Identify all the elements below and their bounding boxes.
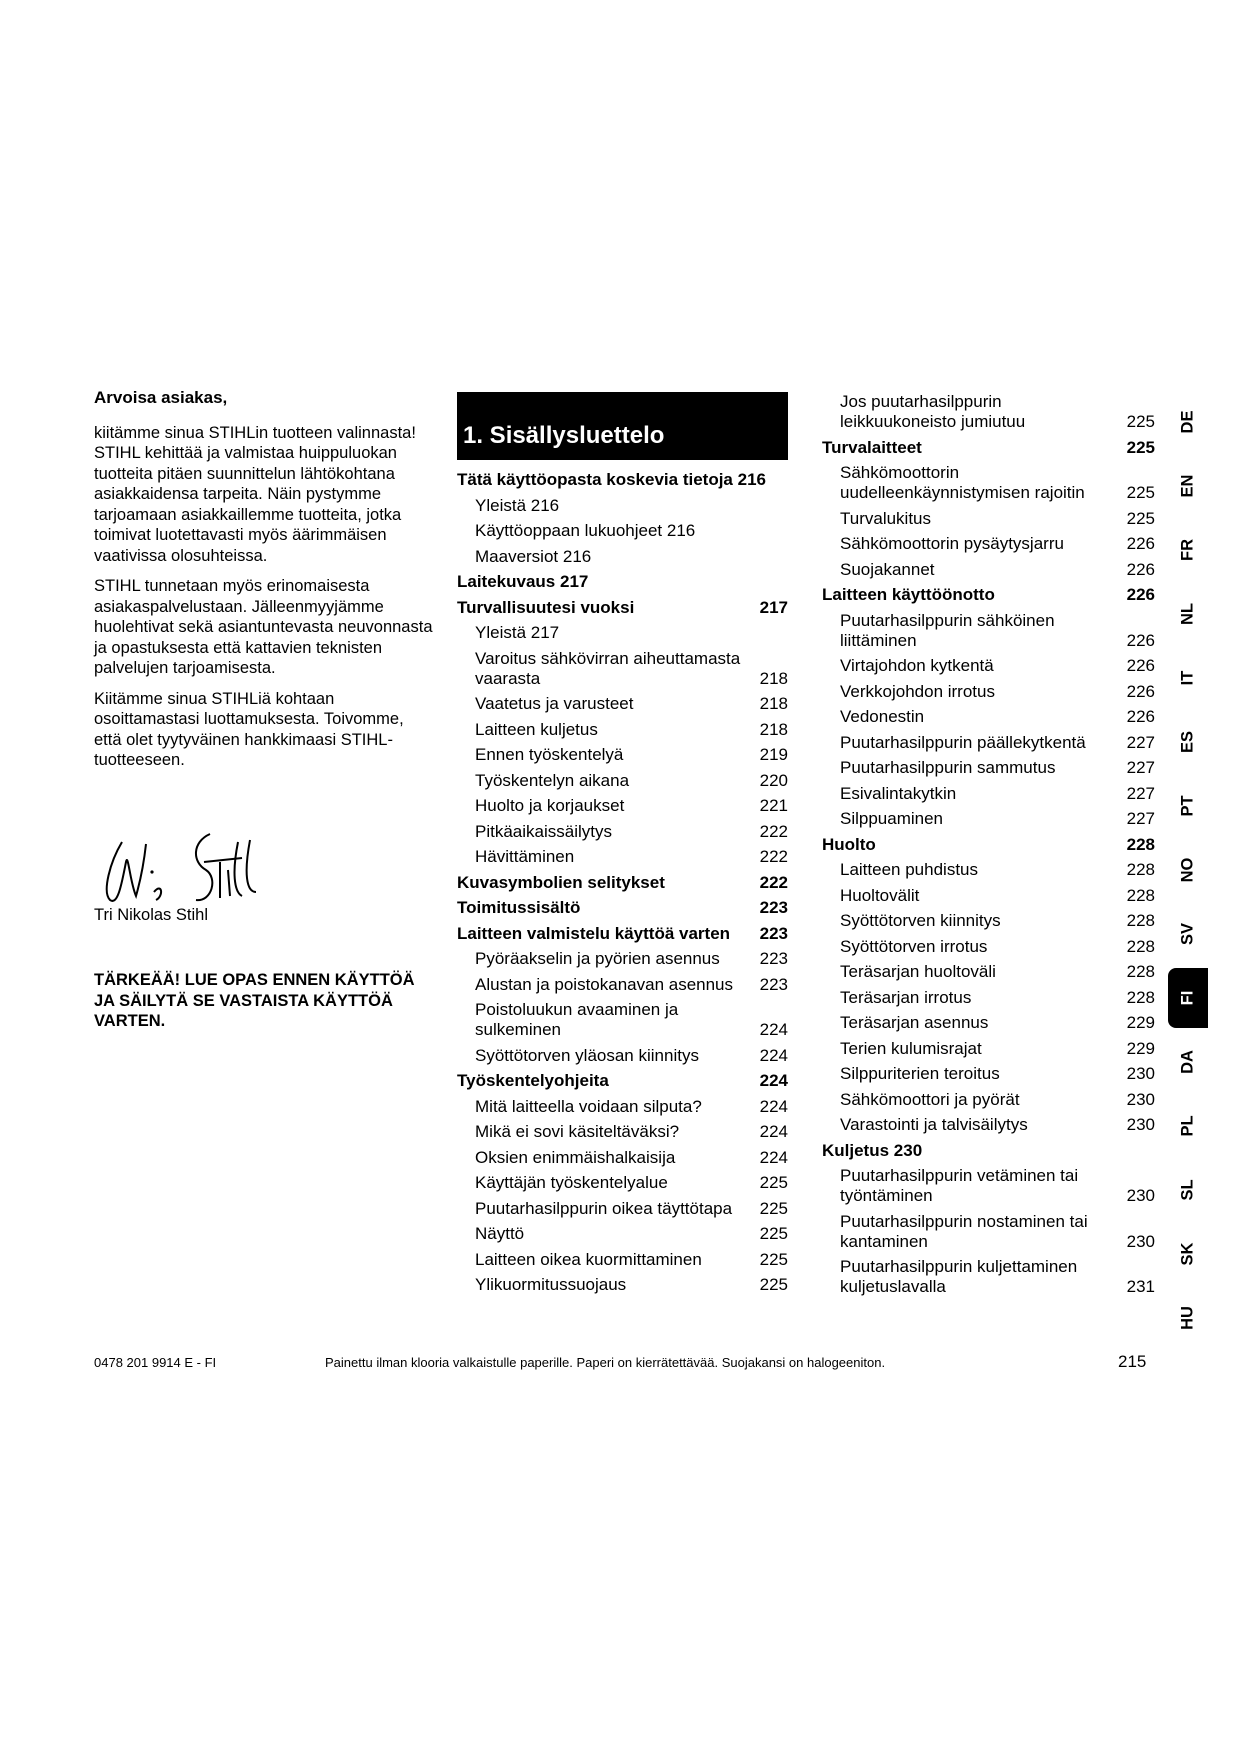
- toc-entry: [457, 598, 788, 618]
- toc-entry-page: 228: [1126, 834, 1155, 854]
- intro-paragraph-1: kiitämme sinua STIHLin tuotteen valinnasta! STIHL kehittää ja valmistaa huippuluokan tuotteita pitäen suunnittelun lähtökohtana asiakkaidensa tarpeita. Näin pystymme tarjoamaan asiakkaillemme tuotteita, jotka toimivat luotettavasti myös äärimmäisen vaativissa olosuhteissa.: [94, 423, 416, 565]
- toc-entry: [457, 796, 788, 816]
- toc-entry-page: 227: [1126, 732, 1155, 752]
- language-tab-de: [1168, 392, 1208, 452]
- toc-entry-title: Turvalukitus: [840, 508, 932, 528]
- toc-entry: [822, 585, 1155, 605]
- toc-entry: [822, 611, 1155, 651]
- toc-entry-title: Hävittäminen: [475, 847, 575, 866]
- toc-entry-page: 230: [1126, 1064, 1155, 1083]
- intro-paragraph-3: Kiitämme sinua STIHLiä kohtaan osoittamastasi luottamuksesta. Toivomme, että olet tyytyväinen hankkimaasi STIHL-tuotteeseen.: [94, 689, 404, 769]
- toc-entry: [822, 758, 1155, 778]
- toc-entry-page: 225: [1126, 483, 1155, 502]
- toc-entry-title: Puutarhasilppurin sammutus: [840, 758, 1056, 777]
- toc-entry-title: Terien kulumisrajat: [840, 1038, 982, 1058]
- toc-entry-page: 231: [1126, 1277, 1155, 1296]
- toc-entry: [822, 509, 1155, 529]
- toc-entry-title: Mitä laitteella voidaan silputa?: [475, 1096, 702, 1116]
- language-tab-label: PT: [1178, 795, 1197, 817]
- toc-entry-page: 224: [759, 1071, 788, 1090]
- toc-entry-title: Laitteen oikea kuormittaminen: [475, 1249, 702, 1269]
- toc-entry-title: Vedonestin: [840, 707, 925, 726]
- toc-entry-page: 223: [759, 898, 788, 917]
- language-tab-label: EN: [1178, 474, 1197, 498]
- language-tab-sl: [1168, 1160, 1208, 1220]
- toc-entry: [822, 1090, 1155, 1110]
- language-tab-label: FI: [1178, 990, 1197, 1006]
- toc-entry: [457, 694, 788, 714]
- toc-entry-page: 228: [1126, 936, 1155, 956]
- toc-entry: [457, 873, 788, 893]
- language-tab-es: [1168, 712, 1208, 772]
- toc-entry-title: Pitkäaikaissäilytys: [475, 821, 612, 841]
- toc-entry: [822, 1013, 1155, 1033]
- toc-entry-title: Suojakannet: [840, 559, 935, 579]
- toc-entry-title: Verkkojohdon irrotus: [840, 681, 995, 701]
- toc-entry-title: Alustan ja poistokanavan asennus: [475, 974, 734, 994]
- toc-entry: [822, 835, 1155, 855]
- language-tab-en: [1168, 456, 1208, 516]
- toc-entry: [457, 924, 788, 944]
- toc-entry-title: Tätä käyttöopasta koskevia tietoja 216: [457, 470, 766, 489]
- toc-entry-title: Käyttäjän työskentelyalue: [475, 1173, 668, 1192]
- toc-entry: [822, 534, 1155, 554]
- toc-entry: [457, 1250, 788, 1270]
- toc-entry: [457, 949, 788, 969]
- toc-entry-title: Puutarhasilppurin nostaminen tai kantaminen: [840, 1211, 1088, 1251]
- toc-entry-page: 225: [759, 1249, 788, 1269]
- toc-entry: [457, 822, 788, 842]
- toc-entry-title: Laitteen kuljetus: [475, 719, 598, 739]
- language-tab-label: DE: [1178, 410, 1197, 434]
- toc-entry-page: 225: [759, 1173, 788, 1192]
- language-tab-it: [1168, 648, 1208, 708]
- toc-entry-title: Varoitus sähkövirran aiheuttamasta vaarasta: [475, 648, 741, 688]
- toc-entry-page: 222: [759, 821, 788, 841]
- toc-entry: [822, 886, 1155, 906]
- toc-entry-title: Yleistä 216: [475, 495, 560, 515]
- document-code: 0478 201 9914 E - FI: [94, 1355, 217, 1370]
- toc-entry: [822, 682, 1155, 702]
- toc-entry-title: Huolto: [822, 834, 876, 854]
- language-tab-fi: [1168, 968, 1208, 1028]
- toc-entry: [457, 1173, 788, 1193]
- toc-entry-page: 227: [1126, 783, 1155, 803]
- toc-entry-page: 227: [1126, 758, 1155, 777]
- toc-entry: [822, 962, 1155, 982]
- toc-entry-page: 219: [759, 745, 788, 764]
- toc-entry-page: 226: [1126, 630, 1155, 650]
- toc-entry-title: Varastointi ja talvisäilytys: [840, 1115, 1028, 1134]
- toc-entry: [822, 937, 1155, 957]
- toc-entry-page: 228: [1126, 987, 1155, 1007]
- toc-entry-page: 226: [1126, 707, 1155, 726]
- toc-entry-page: 222: [759, 847, 788, 866]
- toc-entry: [822, 809, 1155, 829]
- language-tab-no: [1168, 840, 1208, 900]
- toc-middle-column: [457, 470, 788, 1301]
- toc-entry-page: 226: [1126, 656, 1155, 675]
- toc-entry-page: 228: [1126, 885, 1155, 905]
- toc-entry: [822, 1064, 1155, 1084]
- toc-entry-title: Puutarhasilppurin kuljettaminen kuljetuslavalla: [840, 1257, 1078, 1296]
- toc-entry: [822, 463, 1155, 503]
- toc-entry-title: Syöttötorven kiinnitys: [840, 911, 1001, 930]
- toc-entry-title: Huoltovälit: [840, 885, 920, 905]
- intro-paragraph-2: STIHL tunnetaan myös erinomaisesta asiakaspalvelustaan. Jälleenmyyjämme huolehtivat sekä asiantuntevasta neuvonnasta ja opastuksesta että kattavien teknisten palvelujen tarjoamisesta.: [94, 577, 433, 677]
- toc-entry-page: 223: [759, 923, 788, 943]
- toc-entry: [822, 1039, 1155, 1059]
- toc-entry-title: Silppuaminen: [840, 809, 944, 828]
- toc-entry-title: Teräsarjan irrotus: [840, 987, 972, 1007]
- language-tab-pl: [1168, 1096, 1208, 1156]
- toc-entry-page: 230: [1126, 1115, 1155, 1134]
- toc-entry-page: 225: [759, 1198, 788, 1218]
- toc-entry: [457, 720, 788, 740]
- toc-entry: [457, 975, 788, 995]
- toc-entry-page: 220: [759, 770, 788, 790]
- language-tab-da: [1168, 1032, 1208, 1092]
- toc-entry: [822, 1166, 1155, 1206]
- toc-entry: [457, 1046, 788, 1066]
- toc-entry-page: 228: [1126, 911, 1155, 930]
- toc-entry-title: Maaversiot 216: [475, 546, 592, 566]
- toc-entry: [822, 656, 1155, 676]
- toc-entry: [822, 733, 1155, 753]
- toc-entry-title: Ylikuormitussuojaus: [475, 1275, 627, 1294]
- toc-entry-title: Syöttötorven irrotus: [840, 936, 988, 956]
- language-tab-label: SK: [1178, 1242, 1197, 1266]
- language-tab-label: NL: [1178, 603, 1197, 625]
- toc-entry-title: Yleistä 217: [475, 623, 560, 642]
- toc-entry: [457, 1097, 788, 1117]
- toc-entry-title: Laitteen valmistelu käyttöä varten: [457, 923, 731, 943]
- toc-entry: [822, 560, 1155, 580]
- toc-entry: [457, 745, 788, 765]
- toc-entry-page: 218: [759, 694, 788, 713]
- toc-entry: [457, 496, 788, 516]
- section-title: 1. Sisällysluettelo: [457, 392, 788, 460]
- toc-entry-title: Virtajohdon kytkentä: [840, 656, 994, 675]
- toc-entry-title: Silppuriterien teroitus: [840, 1064, 1000, 1083]
- toc-entry-title: Puutarhasilppurin päällekytkentä: [840, 732, 1086, 752]
- toc-entry-title: Toimitussisältö: [457, 898, 581, 917]
- toc-entry: [457, 898, 788, 918]
- greeting: Arvoisa asiakas,: [94, 388, 228, 407]
- toc-entry-page: 230: [1126, 1231, 1155, 1251]
- language-tabs: [1168, 392, 1208, 1352]
- toc-entry-page: 226: [1126, 681, 1155, 701]
- toc-entry-page: 218: [759, 719, 788, 739]
- toc-entry-page: 221: [759, 796, 788, 815]
- toc-entry-title: Sähkömoottori ja pyörät: [840, 1089, 1020, 1109]
- toc-entry-title: Teräsarjan huoltoväli: [840, 962, 996, 981]
- toc-entry-title: Laitekuvaus 217: [457, 572, 589, 591]
- toc-entry-page: 225: [759, 1224, 788, 1243]
- toc-entry-title: Ennen työskentelyä: [475, 745, 624, 764]
- toc-entry-title: Esivalintakytkin: [840, 783, 957, 803]
- toc-entry-page: 226: [1126, 559, 1155, 579]
- toc-entry: [457, 623, 788, 643]
- language-tab-pt: [1168, 776, 1208, 836]
- toc-entry: [822, 1115, 1155, 1135]
- toc-entry: [457, 1199, 788, 1219]
- signer-name: Tri Nikolas Stihl: [94, 906, 208, 924]
- toc-entry-page: 224: [759, 1096, 788, 1116]
- toc-entry-title: Turvallisuutesi vuoksi: [457, 597, 635, 617]
- toc-entry: [457, 847, 788, 867]
- toc-entry-title: Mikä ei sovi käsiteltäväksi?: [475, 1122, 680, 1141]
- language-tab-label: IT: [1178, 670, 1197, 686]
- toc-entry: [822, 1257, 1155, 1297]
- toc-entry: [822, 988, 1155, 1008]
- toc-entry-page: 229: [1126, 1038, 1155, 1058]
- intro-text: [94, 388, 434, 781]
- toc-entry-title: Kuvasymbolien selitykset: [457, 872, 665, 892]
- toc-entry-title: Sähkömoottorin uudelleenkäynnistymisen rajoitin: [840, 463, 1085, 502]
- toc-entry-title: Puutarhasilppurin vetäminen tai työntäminen: [840, 1166, 1079, 1205]
- toc-entry-title: Puutarhasilppurin sähköinen liittäminen: [840, 610, 1055, 650]
- toc-entry-page: 227: [1126, 809, 1155, 828]
- toc-entry-title: Pyöräakselin ja pyörien asennus: [475, 949, 720, 968]
- toc-entry-page: 226: [1126, 534, 1155, 553]
- toc-entry-title: Kuljetus 230: [822, 1140, 923, 1160]
- toc-entry: [457, 1000, 788, 1040]
- toc-entry: [457, 1148, 788, 1168]
- toc-entry-page: 225: [759, 1275, 788, 1294]
- language-tab-label: PL: [1178, 1115, 1197, 1137]
- toc-entry-page: 225: [1126, 412, 1155, 431]
- toc-entry-page: 224: [759, 1147, 788, 1167]
- toc-entry: [457, 1122, 788, 1142]
- language-tab-sk: [1168, 1224, 1208, 1284]
- toc-entry-title: Poistoluukun avaaminen ja sulkeminen: [475, 1000, 679, 1039]
- toc-entry: [822, 392, 1155, 432]
- toc-entry-title: Laitteen puhdistus: [840, 860, 978, 879]
- toc-entry-title: Vaatetus ja varusteet: [475, 694, 634, 713]
- language-tab-label: FR: [1178, 539, 1197, 561]
- signature-image: [92, 822, 262, 914]
- toc-entry-page: 225: [1126, 508, 1155, 528]
- toc-entry: [457, 771, 788, 791]
- toc-entry-title: Turvalaitteet: [822, 437, 922, 457]
- language-tab-label: SV: [1178, 922, 1197, 946]
- language-tab-label: DA: [1178, 1050, 1197, 1074]
- toc-entry-page: 223: [759, 949, 788, 968]
- toc-right-column: [822, 392, 1155, 1303]
- language-tab-sv: [1168, 904, 1208, 964]
- toc-entry: [457, 521, 788, 541]
- toc-entry: [822, 707, 1155, 727]
- toc-entry-title: Työskentelyn aikana: [475, 770, 630, 790]
- toc-entry-page: 224: [759, 1045, 788, 1065]
- toc-entry: [457, 1224, 788, 1244]
- toc-entry-page: 218: [759, 668, 788, 688]
- toc-entry-title: Puutarhasilppurin oikea täyttötapa: [475, 1198, 733, 1218]
- toc-entry-title: Käyttöoppaan lukuohjeet 216: [475, 521, 696, 540]
- toc-entry: [822, 784, 1155, 804]
- language-tab-fr: [1168, 520, 1208, 580]
- toc-entry-page: 223: [759, 974, 788, 994]
- toc-entry-page: 226: [1126, 585, 1155, 604]
- toc-entry-title: Työskentelyohjeita: [457, 1071, 609, 1090]
- toc-entry: [457, 470, 788, 490]
- language-tab-label: SL: [1178, 1179, 1197, 1201]
- toc-entry-title: Oksien enimmäishalkaisija: [475, 1147, 676, 1167]
- toc-entry-title: Huolto ja korjaukset: [475, 796, 625, 815]
- toc-entry-title: Laitteen käyttöönotto: [822, 585, 995, 604]
- toc-entry: [457, 572, 788, 592]
- toc-entry-page: 230: [1126, 1089, 1155, 1109]
- toc-entry-page: 230: [1126, 1186, 1155, 1205]
- important-notice: TÄRKEÄÄ! LUE OPAS ENNEN KÄYTTÖÄ JA SÄILYTÄ SE VASTAISTA KÄYTTÖÄ VARTEN.: [94, 971, 415, 1030]
- toc-entry-page: 229: [1126, 1013, 1155, 1032]
- toc-entry-title: Teräsarjan asennus: [840, 1013, 989, 1032]
- toc-entry-title: Syöttötorven yläosan kiinnitys: [475, 1045, 699, 1065]
- toc-entry: [822, 1212, 1155, 1252]
- toc-entry: [822, 911, 1155, 931]
- toc-entry-title: Jos puutarhasilppurin leikkuukoneisto jumiutuu: [840, 392, 1026, 431]
- toc-entry: [822, 860, 1155, 880]
- language-tab-label: NO: [1178, 857, 1197, 883]
- language-tab-hu: [1168, 1288, 1208, 1348]
- language-tab-label: ES: [1178, 730, 1197, 754]
- toc-entry-page: 217: [759, 597, 788, 617]
- toc-entry: [457, 1071, 788, 1091]
- toc-entry-title: Näyttö: [475, 1224, 525, 1243]
- toc-entry-page: 228: [1126, 860, 1155, 879]
- toc-entry-page: 224: [759, 1122, 788, 1141]
- toc-entry: [457, 547, 788, 567]
- language-tab-label: HU: [1178, 1306, 1197, 1330]
- language-tab-nl: [1168, 584, 1208, 644]
- toc-entry-title: Sähkömoottorin pysäytysjarru: [840, 534, 1064, 553]
- toc-entry-page: 228: [1126, 962, 1155, 981]
- toc-entry-page: 224: [759, 1020, 788, 1039]
- toc-entry-page: 222: [759, 872, 788, 892]
- toc-entry-page: 225: [1126, 437, 1155, 457]
- page-number: 215: [1118, 1352, 1147, 1371]
- toc-entry: [457, 1275, 788, 1295]
- printing-note: Painettu ilman klooria valkaistulle paperille. Paperi on kierrätettävää. Suojakansi on halogeeniton.: [325, 1355, 886, 1370]
- toc-entry: [822, 438, 1155, 458]
- toc-entry: [457, 649, 788, 689]
- toc-entry: [822, 1141, 1155, 1161]
